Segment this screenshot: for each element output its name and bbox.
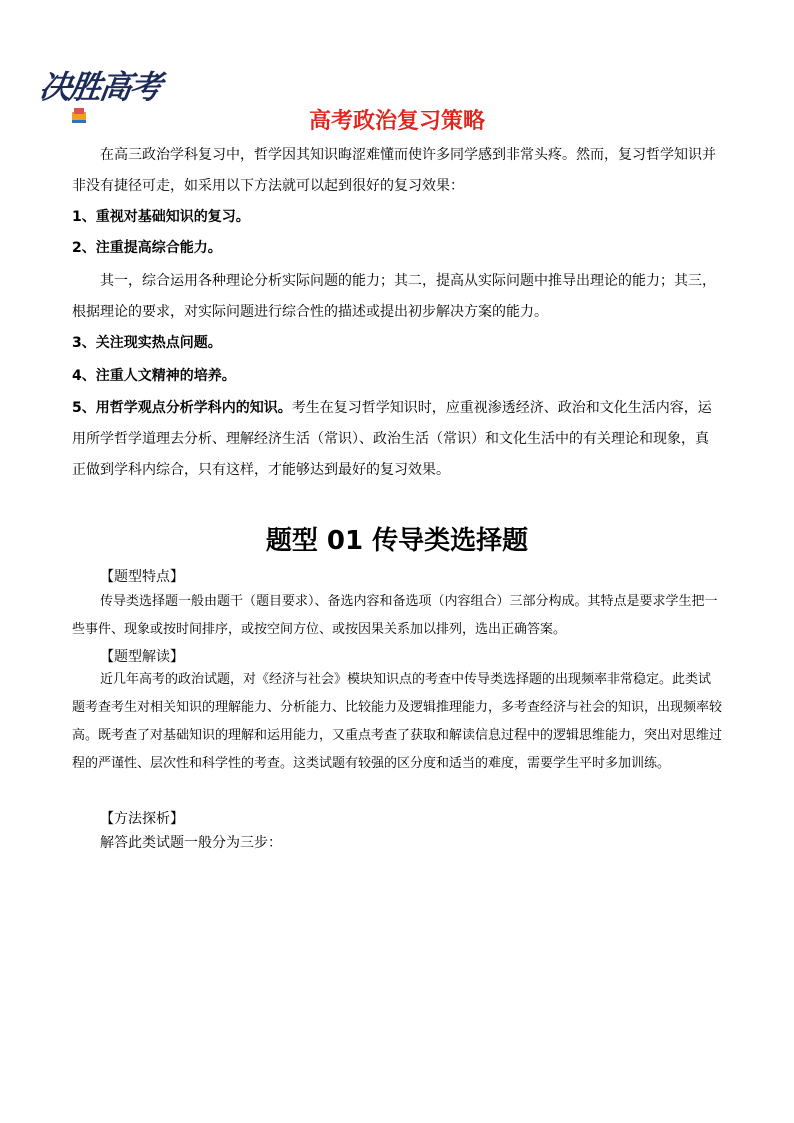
page-title: 高考政治复习策略 bbox=[308, 109, 485, 134]
intro-paragraph: 在高三政治学科复习中，哲学因其知识晦涩难懂而使许多同学感到非常头疼。然而，复习哲学知识并非没有捷径可走，如采用以下方法就可以起到很好的复习效果： bbox=[72, 147, 716, 194]
logo-text: 决胜高考 bbox=[37, 68, 163, 106]
analysis-heading: 【题型解读】 bbox=[100, 649, 184, 665]
point-3: 3、关注现实热点问题。 bbox=[72, 335, 222, 351]
point-2-detail: 其一，综合运用各种理论分析实际问题的能力；其二，提高从实际问题中推导出理论的能力；其三，根据理论的要求，对实际问题进行综合性的描述或提出初步解决方案的能力。 bbox=[72, 273, 716, 320]
point-2: 2、注重提高综合能力。 bbox=[72, 240, 222, 256]
point-5-heading: 5、用哲学观点分析学科内的知识。 bbox=[72, 400, 292, 416]
point-5-text: 考生在复习哲学知识时，应重视渗透经济、政治和文化生活内容，运用所学哲学道理去分析、理解经济生活（常识）、政治生活（常识）和文化生活中的有关理论和现象，真正做到学科内综合，只有这样，才能够达到最好的复习效果。 bbox=[72, 400, 712, 478]
point-5 bbox=[72, 393, 722, 486]
method-text: 解答此类试题一般分为三步： bbox=[100, 835, 282, 851]
method-heading: 【方法探析】 bbox=[100, 811, 184, 827]
features-text: 传导类选择题一般由题干（题目要求）、备选内容和备选项（内容组合）三部分构成。其特点是要求学生把一些事件、现象或按时间排序，或按空间方位、或按因果关系加以排列，选出正确答案。 bbox=[72, 594, 718, 637]
point-4: 4、注重人文精神的培养。 bbox=[72, 368, 236, 384]
section-title: 题型 01 传导类选择题 bbox=[265, 526, 529, 556]
features-heading: 【题型特点】 bbox=[100, 569, 184, 585]
analysis-text: 近几年高考的政治试题，对《经济与社会》模块知识点的考查中传导类选择题的出现频率非常稳定。此类试题考查考生对相关知识的理解能力、分析能力、比较能力及逻辑推理能力，多考查经济与社会的知识，出现频率较高。既考查了对基础知识的理解和运用能力，又重点考查了获取和解读信息过程中的逻辑思维能力，突出对思维过程的严谨性、层次性和科学性的考查。这类试题有较强的区分度和适当的难度，需要学生平时多加训练。 bbox=[72, 672, 723, 771]
point-1: 1、重视对基础知识的复习。 bbox=[72, 209, 250, 225]
